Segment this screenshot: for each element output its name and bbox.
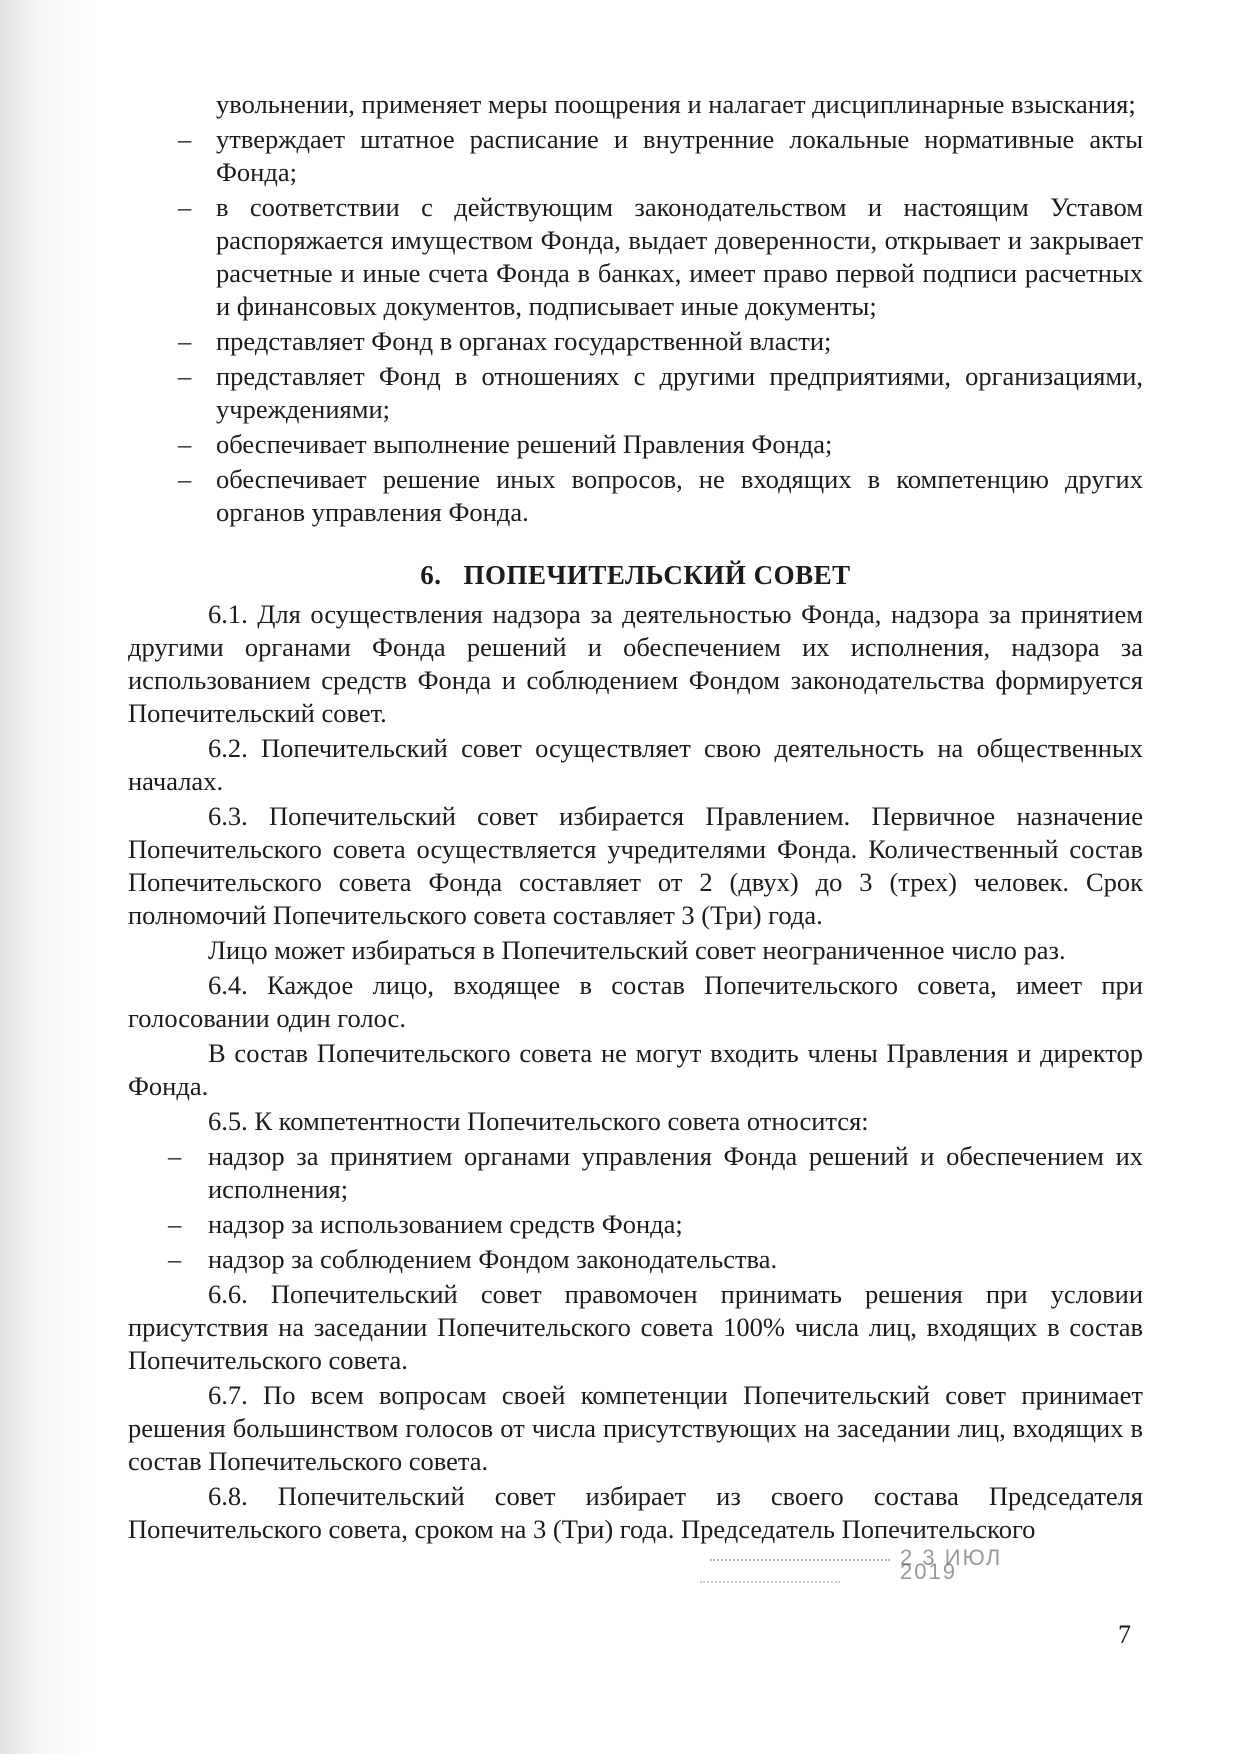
paragraph-6-8: 6.8. Попечительский совет избирает из своего состава Председателя Попечительского совета, сроком на 3 (Три) года. Председатель Попечительского bbox=[128, 1481, 1143, 1544]
list-dash: – bbox=[168, 1141, 182, 1171]
paragraph-6-4-restriction: В состав Попечительского совета не могут входить члены Правления и директор Фонда. bbox=[128, 1038, 1143, 1101]
list-item-text: обеспечивает решение иных вопросов, не входящих в компетенцию других органов управления Фонда. bbox=[216, 464, 1143, 527]
list-item-text: представляет Фонд в органах государственной власти; bbox=[216, 326, 832, 356]
list-dash: – bbox=[168, 1209, 182, 1239]
list-dash: – bbox=[178, 361, 192, 391]
paragraph-6-3-reelection: Лицо может избираться в Попечительский совет неограниченное число раз. bbox=[208, 935, 1066, 965]
scan-shadow-edge bbox=[0, 0, 95, 1754]
competence-item-text: надзор за принятием органами управления Фонда решений и обеспечением их исполнения; bbox=[208, 1141, 1143, 1204]
page-number: 7 bbox=[1118, 1620, 1131, 1649]
paragraph-6-6: 6.6. Попечительский совет правомочен принимать решения при условии присутствия на заседании Попечительского совета 100% числа лиц, входящих в состав Попечительского совета. bbox=[128, 1279, 1143, 1375]
list-dash: – bbox=[178, 192, 192, 222]
stamp-line bbox=[700, 1581, 840, 1583]
list-dash: – bbox=[178, 464, 192, 494]
list-dash: – bbox=[168, 1244, 182, 1274]
list-item bbox=[128, 123, 1143, 189]
list-dash: – bbox=[178, 124, 192, 154]
competence-item bbox=[128, 1243, 1143, 1276]
list-item-continued bbox=[128, 88, 1143, 121]
stamp-date: 2 3 ИЮЛ 2019 bbox=[900, 1545, 1003, 1584]
competence-item bbox=[128, 1140, 1143, 1206]
list-item-text: увольнении, применяет меры поощрения и налагает дисциплинарные взыскания; bbox=[216, 89, 1136, 119]
list-dash: – bbox=[178, 326, 192, 356]
list-dash: – bbox=[178, 429, 192, 459]
list-item bbox=[128, 191, 1143, 323]
paragraph-6-4: 6.4. Каждое лицо, входящее в состав Попечительского совета, имеет при голосовании один голос. bbox=[128, 970, 1143, 1033]
paragraph-6-3: 6.3. Попечительский совет избирается Правлением. Первичное назначение Попечительского совета осуществляется учредителями Фонда. Количественный состав Попечительского совета Фонда составляет от 2 (двух) до 3 (трех) человек. Срок полномочий Попечительского совета составляет 3 (Три) года. bbox=[128, 801, 1143, 930]
list-item bbox=[128, 360, 1143, 426]
list-item-text: в соответствии с действующим законодательством и настоящим Уставом распоряжается имуществом Фонда, выдает доверенности, открывает и закрывает расчетные и иные счета Фонда в банках, имеет право первой подписи расчетных и финансовых документов, подписывает иные документы; bbox=[216, 192, 1143, 321]
list-item bbox=[128, 325, 1143, 358]
list-item bbox=[128, 463, 1143, 529]
paragraph-6-2: 6.2. Попечительский совет осуществляет свою деятельность на общественных началах. bbox=[128, 733, 1143, 796]
competence-item-text: надзор за соблюдением Фондом законодательства. bbox=[208, 1244, 778, 1274]
section-title: ПОПЕЧИТЕЛЬСКИЙ СОВЕТ bbox=[463, 560, 851, 590]
paragraph-6-5: 6.5. К компетентности Попечительского совета относится: bbox=[208, 1106, 869, 1136]
section-heading bbox=[128, 559, 1143, 592]
section-number: 6. bbox=[420, 560, 442, 590]
document-page bbox=[128, 88, 1143, 1548]
competence-item-text: надзор за использованием средств Фонда; bbox=[208, 1209, 683, 1239]
registration-stamp bbox=[700, 1525, 1030, 1595]
list-item-text: представляет Фонд в отношениях с другими предприятиями, организациями, учреждениями; bbox=[216, 361, 1143, 424]
paragraph-6-1: 6.1. Для осуществления надзора за деятельностью Фонда, надзора за принятием другими органами Фонда решений и обеспечением их исполнения, надзора за использованием средств Фонда и соблюдением Фондом законодательства формируется Попечительский совет. bbox=[128, 599, 1143, 728]
stamp-line bbox=[710, 1559, 890, 1561]
competence-item bbox=[128, 1208, 1143, 1241]
paragraph-6-7: 6.7. По всем вопросам своей компетенции Попечительский совет принимает решения большинством голосов от числа присутствующих на заседании лиц, входящих в состав Попечительского совета. bbox=[128, 1380, 1143, 1476]
list-item-text: утверждает штатное расписание и внутренние локальные нормативные акты Фонда; bbox=[216, 124, 1143, 187]
list-item-text: обеспечивает выполнение решений Правления Фонда; bbox=[216, 429, 833, 459]
list-item bbox=[128, 428, 1143, 461]
